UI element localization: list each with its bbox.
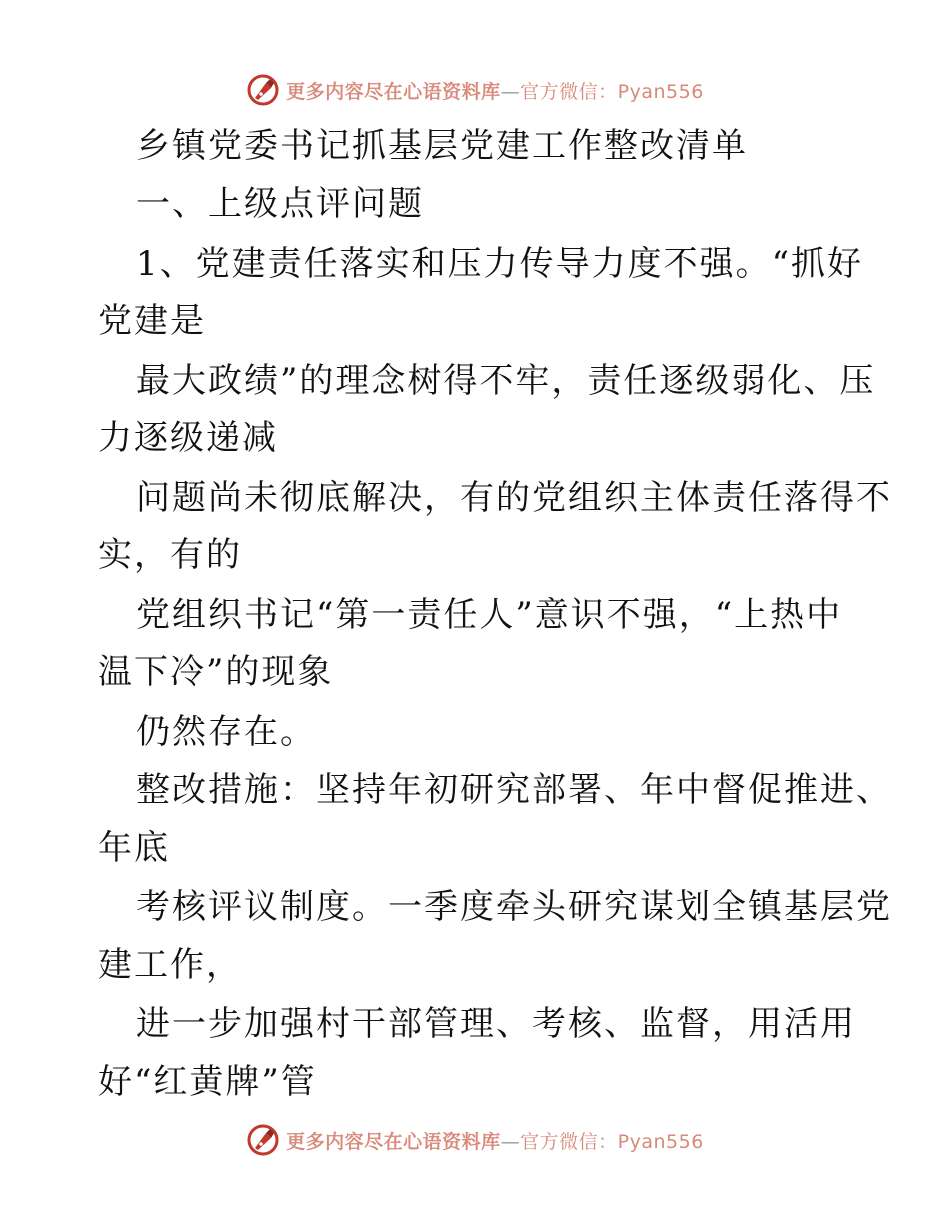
watermark-main: 更多内容尽在心语资料库 (286, 80, 501, 103)
paragraph-line: 力逐级递减 (98, 418, 278, 458)
paragraph-line: 年底 (98, 828, 170, 868)
paragraph-line: 最大政绩”的理念树得不牢，责任逐级弱化、压 (136, 361, 876, 401)
paragraph-line: 党组织书记“第一责任人”意识不强，“上热中 (136, 595, 843, 635)
paragraph-line: 建工作， (98, 945, 242, 985)
paragraph-line: 党建是 (98, 301, 206, 341)
paragraph-line: 进一步加强村干部管理、考核、监督，用活用 (136, 1004, 856, 1044)
paragraph-line: 仍然存在。 (136, 712, 316, 752)
paragraph-line: 整改措施：坚持年初研究部署、年中督促推进、 (136, 770, 892, 810)
watermark-wechat: 官方微信：Pyan556 (520, 80, 704, 103)
document-title: 乡镇党委书记抓基层党建工作整改清单 (136, 126, 748, 166)
header-watermark (0, 70, 950, 110)
watermark-dash: — (500, 80, 521, 103)
watermark-dash: — (500, 1130, 521, 1153)
paragraph-line: 实，有的 (98, 535, 242, 575)
watermark-text (286, 77, 704, 104)
footer-watermark (0, 1120, 950, 1160)
watermark-main: 更多内容尽在心语资料库 (286, 1130, 501, 1153)
pen-nib-circle-icon (246, 1123, 280, 1157)
paragraph-line: 温下冷”的现象 (98, 652, 334, 692)
section-heading: 一、上级点评问题 (136, 184, 424, 224)
paragraph-line: 考核评议制度。一季度牵头研究谋划全镇基层党 (136, 887, 892, 927)
paragraph-line: 好“红黄牌”管 (98, 1062, 317, 1102)
paragraph-line: 问题尚未彻底解决，有的党组织主体责任落得不 (136, 478, 892, 518)
pen-nib-circle-icon (246, 73, 280, 107)
watermark-text (286, 1127, 704, 1154)
paragraph-line: 1、党建责任落实和压力传导力度不强。“抓好 (136, 244, 864, 284)
watermark-wechat: 官方微信：Pyan556 (520, 1130, 704, 1153)
